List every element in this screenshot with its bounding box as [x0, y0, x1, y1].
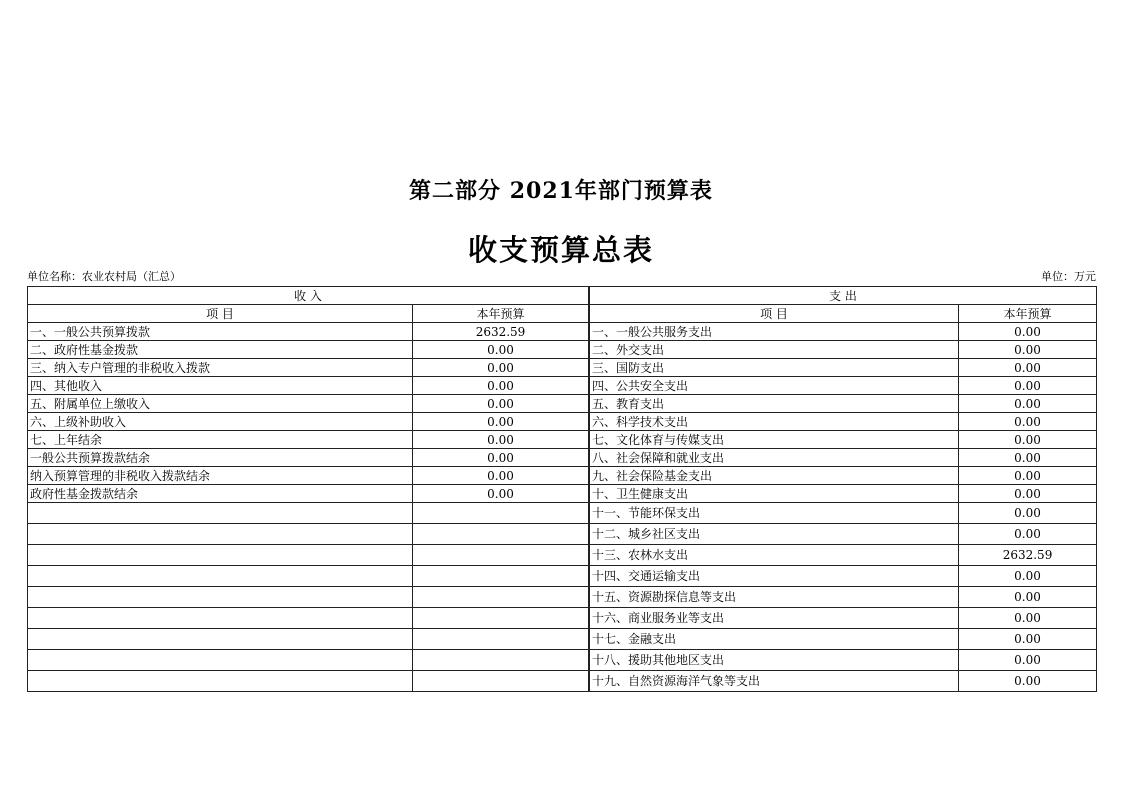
income-item-cell	[28, 503, 413, 524]
income-group-header: 收 入	[28, 287, 589, 305]
expense-item-cell: 十四、交通运输支出	[590, 566, 959, 587]
income-amount-cell	[413, 608, 589, 629]
table-column-header-row	[28, 305, 1097, 323]
expense-item-cell: 十三、农林水支出	[590, 545, 959, 566]
income-item-cell: 二、政府性基金拨款	[28, 341, 413, 359]
income-item-cell	[28, 587, 413, 608]
income-item-cell	[28, 545, 413, 566]
expense-amount-cell: 0.00	[959, 341, 1097, 359]
income-amount-cell	[413, 545, 589, 566]
expense-item-cell: 四、公共安全支出	[590, 377, 959, 395]
table-row	[28, 485, 1097, 503]
income-item-cell: 六、上级补助收入	[28, 413, 413, 431]
expense-amount-cell: 0.00	[959, 323, 1097, 341]
expense-amount-cell: 2632.59	[959, 545, 1097, 566]
income-amount-cell	[413, 524, 589, 545]
table-row	[28, 587, 1097, 608]
expense-item-header: 项 目	[590, 305, 959, 323]
income-item-cell: 三、纳入专户管理的非税收入拨款	[28, 359, 413, 377]
part-title: 第二部分 2021年部门预算表	[409, 178, 713, 204]
table-row	[28, 359, 1097, 377]
income-amount-cell: 0.00	[413, 431, 589, 449]
expense-item-cell: 九、社会保险基金支出	[590, 467, 959, 485]
table-row	[28, 323, 1097, 341]
table-row	[28, 503, 1097, 524]
income-amount-cell: 0.00	[413, 485, 589, 503]
expense-amount-cell: 0.00	[959, 608, 1097, 629]
expense-amount-cell: 0.00	[959, 449, 1097, 467]
expense-amount-cell: 0.00	[959, 377, 1097, 395]
income-item-cell: 七、上年结余	[28, 431, 413, 449]
income-item-cell	[28, 671, 413, 692]
page-title: 收支预算总表	[467, 233, 654, 267]
income-amount-cell: 0.00	[413, 377, 589, 395]
income-item-header: 项 目	[28, 305, 413, 323]
income-amount-cell: 0.00	[413, 413, 589, 431]
expense-amount-cell: 0.00	[959, 587, 1097, 608]
table-row	[28, 449, 1097, 467]
expense-item-cell: 十六、商业服务业等支出	[590, 608, 959, 629]
expense-amount-cell: 0.00	[959, 524, 1097, 545]
expense-item-cell: 七、文化体育与传媒支出	[590, 431, 959, 449]
income-item-cell: 四、其他收入	[28, 377, 413, 395]
income-amount-cell: 2632.59	[413, 323, 589, 341]
expense-item-cell: 十五、资源勘探信息等支出	[590, 587, 959, 608]
table-row	[28, 467, 1097, 485]
income-amount-cell	[413, 587, 589, 608]
expense-item-cell: 五、教育支出	[590, 395, 959, 413]
expense-amount-cell: 0.00	[959, 503, 1097, 524]
expense-item-cell: 十一、节能环保支出	[590, 503, 959, 524]
table-row	[28, 566, 1097, 587]
table-row	[28, 608, 1097, 629]
expense-amount-cell: 0.00	[959, 485, 1097, 503]
expense-amount-cell: 0.00	[959, 566, 1097, 587]
table-row	[28, 524, 1097, 545]
expense-amount-cell: 0.00	[959, 671, 1097, 692]
income-amount-cell: 0.00	[413, 449, 589, 467]
expense-item-cell: 八、社会保障和就业支出	[590, 449, 959, 467]
table-row	[28, 671, 1097, 692]
table-row	[28, 377, 1097, 395]
income-amount-cell: 0.00	[413, 395, 589, 413]
expense-amount-cell: 0.00	[959, 413, 1097, 431]
income-item-cell: 一般公共预算拨款结余	[28, 449, 413, 467]
table-row	[28, 545, 1097, 566]
expense-budget-header: 本年预算	[959, 305, 1097, 323]
income-amount-cell	[413, 671, 589, 692]
income-amount-cell: 0.00	[413, 467, 589, 485]
income-item-cell: 一、一般公共预算拨款	[28, 323, 413, 341]
income-item-cell: 政府性基金拨款结余	[28, 485, 413, 503]
expense-amount-cell: 0.00	[959, 650, 1097, 671]
income-item-cell	[28, 608, 413, 629]
expense-item-cell: 一、一般公共服务支出	[590, 323, 959, 341]
table-group-header-row	[28, 287, 1097, 305]
expense-item-cell: 十、卫生健康支出	[590, 485, 959, 503]
expense-amount-cell: 0.00	[959, 359, 1097, 377]
table-row	[28, 413, 1097, 431]
expense-item-cell: 二、外交支出	[590, 341, 959, 359]
expense-amount-cell: 0.00	[959, 395, 1097, 413]
currency-unit-label: 单位：万元	[1041, 270, 1096, 283]
expense-item-cell: 十二、城乡社区支出	[590, 524, 959, 545]
income-amount-cell	[413, 629, 589, 650]
income-item-cell: 纳入预算管理的非税收入拨款结余	[28, 467, 413, 485]
expense-item-cell: 十九、自然资源海洋气象等支出	[590, 671, 959, 692]
table-row	[28, 395, 1097, 413]
expense-item-cell: 十八、援助其他地区支出	[590, 650, 959, 671]
income-item-cell	[28, 566, 413, 587]
expense-amount-cell: 0.00	[959, 467, 1097, 485]
income-item-cell	[28, 650, 413, 671]
income-amount-cell	[413, 650, 589, 671]
income-amount-cell	[413, 503, 589, 524]
expense-item-cell: 十七、金融支出	[590, 629, 959, 650]
budget-table	[27, 286, 1097, 692]
income-amount-cell	[413, 566, 589, 587]
table-row	[28, 650, 1097, 671]
income-amount-cell: 0.00	[413, 341, 589, 359]
unit-name-label: 单位名称：农业农村局（汇总）	[27, 270, 181, 283]
table-row	[28, 431, 1097, 449]
expense-group-header: 支 出	[590, 287, 1097, 305]
expense-item-cell: 六、科学技术支出	[590, 413, 959, 431]
table-row	[28, 629, 1097, 650]
income-item-cell: 五、附属单位上缴收入	[28, 395, 413, 413]
income-item-cell	[28, 629, 413, 650]
income-item-cell	[28, 524, 413, 545]
expense-item-cell: 三、国防支出	[590, 359, 959, 377]
table-row	[28, 341, 1097, 359]
income-amount-cell: 0.00	[413, 359, 589, 377]
income-budget-header: 本年预算	[413, 305, 589, 323]
expense-amount-cell: 0.00	[959, 629, 1097, 650]
expense-amount-cell: 0.00	[959, 431, 1097, 449]
